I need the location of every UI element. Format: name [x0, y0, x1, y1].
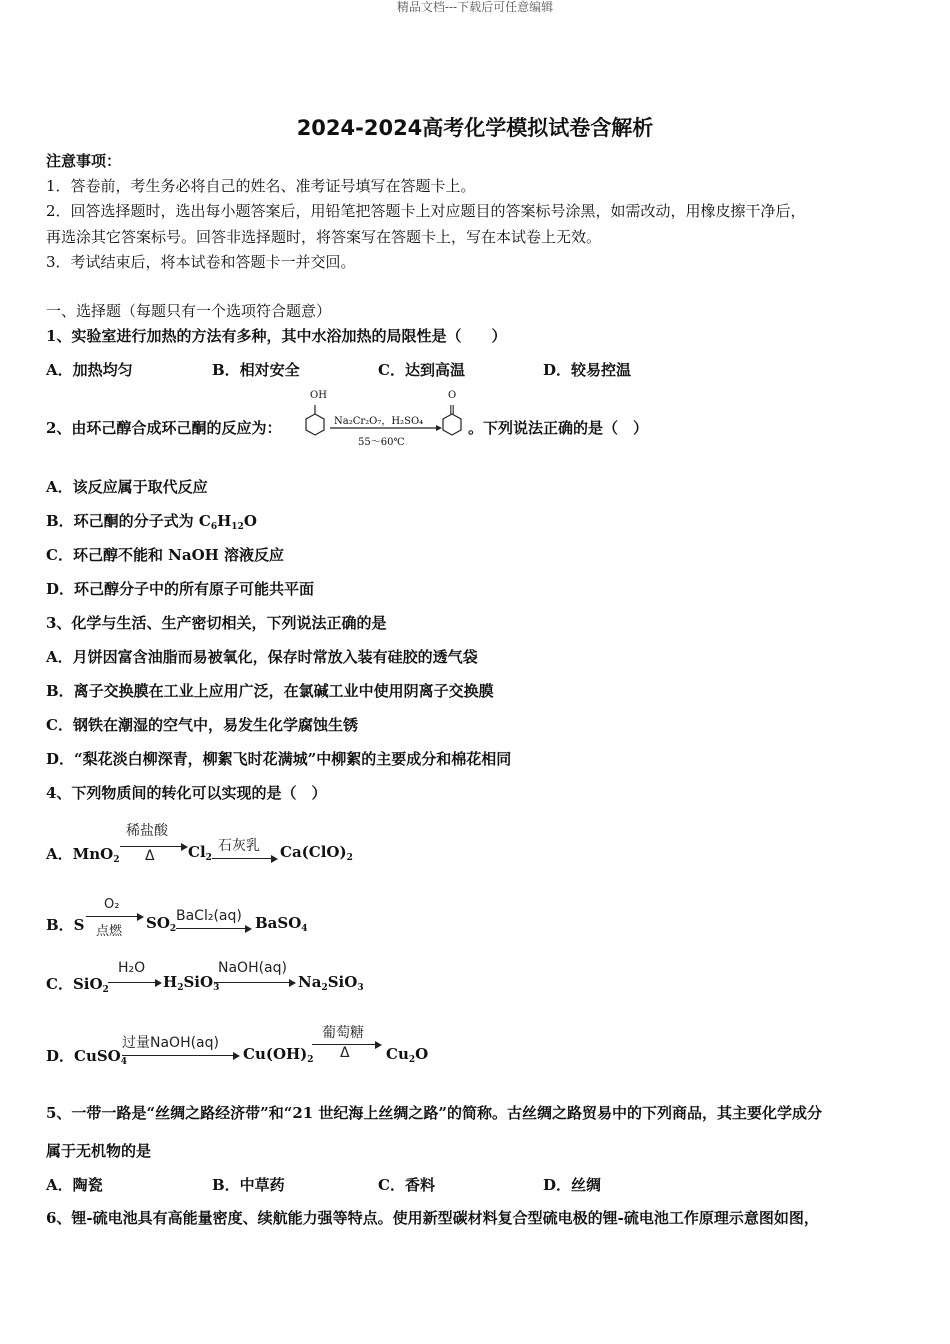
- q5-option-a: A．陶瓷: [46, 1176, 103, 1194]
- q4-d-arrow1: [122, 1055, 238, 1056]
- q4-a-mid: [188, 843, 212, 863]
- q4-b-so: SO: [146, 914, 170, 932]
- q4-b-start: B．S: [46, 916, 85, 934]
- q4-b-arrow1-top: O₂: [104, 897, 120, 912]
- q4-c-sub4: 2: [321, 983, 328, 993]
- q4-a-arrow2: [212, 858, 276, 859]
- q4-b-product: BaSO: [255, 914, 302, 932]
- q2-option-c: C．环己醇不能和 NaOH 溶液反应: [46, 546, 285, 564]
- q3-stem: 3、化学与生活、生产密切相关，下列说法正确的是: [46, 614, 387, 632]
- q6-stem: 6、锂-硫电池具有高能量密度、续航能力强等特点。使用新型碳材料复合型硫电极的锂-硫电池工作原理示意图如图，: [46, 1209, 819, 1227]
- q4-d-sub3: 2: [408, 1055, 416, 1065]
- q4-c-arrow2-top: NaOH(aq): [218, 960, 287, 976]
- q4-b-arrow1: [86, 916, 142, 917]
- q3-option-a: A．月饼因富含油脂而易被氧化，保存时常放入装有硅胶的透气袋: [46, 648, 478, 666]
- q4-b-arrow1-bottom: 点燃: [96, 924, 123, 939]
- q2-stem-a: 2、由环己醇合成环己酮的反应为：: [46, 419, 282, 437]
- q4-a-start: [46, 843, 119, 865]
- q4-b-arrow2: [176, 928, 250, 929]
- q2-option-b: [46, 511, 257, 537]
- q4-d-sub2: 2: [307, 1055, 314, 1065]
- q2-option-b-h: H: [217, 512, 232, 530]
- q1-option-d: D．较易控温: [543, 361, 632, 379]
- q5-option-d: D．丝绸: [543, 1176, 602, 1194]
- reaction-arrow-head: [436, 425, 442, 431]
- reagent-bottom-label: 55～60℃: [358, 437, 405, 448]
- section-heading: 一、选择题（每题只有一个选项符合题意）: [46, 302, 332, 320]
- q5-option-c: C．香料: [378, 1176, 435, 1194]
- notice-item-1: 1．答卷前，考生务必将自己的姓名、准考证号填写在答题卡上。: [46, 177, 476, 195]
- q4-a-arrow1-top: 稀盐酸: [126, 823, 168, 839]
- q4-a-sub3: 2: [346, 853, 353, 863]
- reagent-top-label: Na₂Cr₂O₇，H₂SO₄: [334, 416, 424, 427]
- q4-b-mid: [146, 914, 176, 934]
- o-label: O: [448, 390, 457, 401]
- q4-a-arrow2-top: 石灰乳: [218, 838, 260, 854]
- q4-c-arrow1: [108, 982, 160, 983]
- q4-d-arrow2-top: 葡萄糖: [322, 1025, 364, 1041]
- q2-option-d: D．环己醇分子中的所有原子可能共平面: [46, 580, 315, 598]
- notice-heading: 注意事项：: [46, 152, 122, 170]
- q4-c-sio: SiO: [183, 973, 214, 991]
- q4-a-product: Ca(ClO): [280, 843, 347, 861]
- page-title: 2024-2024高考化学模拟试卷含解析: [296, 116, 654, 140]
- q4-d-arrow2-bottom: Δ: [340, 1045, 350, 1061]
- q2-option-a: A．该反应属于取代反应: [46, 478, 208, 496]
- q1-option-c: C．达到高温: [378, 361, 465, 379]
- q2-option-b-sub12: 12: [231, 522, 244, 532]
- q5-stem-line2: 属于无机物的是: [46, 1142, 152, 1160]
- q2-reaction-scheme: [300, 388, 468, 448]
- q4-a-arrow1: [120, 846, 186, 847]
- q4-c-sub5: 3: [357, 983, 364, 993]
- q4-a-end: [280, 843, 353, 863]
- notice-item-3: 3．考试结束后，将本试卷和答题卡一并交回。: [46, 253, 356, 271]
- q3-option-c: C．钢铁在潮湿的空气中，易发生化学腐蚀生锈: [46, 716, 358, 734]
- q4-a-sub1: 2: [113, 855, 120, 865]
- q4-d-cu: Cu: [386, 1045, 409, 1063]
- q4-c-label: C．SiO: [46, 975, 103, 993]
- q4-c-start: [46, 973, 109, 995]
- q4-d-end: [386, 1045, 428, 1065]
- q4-c-sub3: 3: [213, 983, 220, 993]
- q5-option-b: B．中草药: [212, 1176, 285, 1194]
- q5-stem-line1: 5、一带一路是“丝绸之路经济带”和“21 世纪海上丝绸之路”的简称。古丝绸之路贸易中的下列商品，其主要化学成分: [46, 1104, 823, 1122]
- q2-option-b-text: B．环己酮的分子式为 C: [46, 512, 211, 530]
- q3-option-d: D．“梨花淡白柳深青，柳絮飞时花满城”中柳絮的主要成分和棉花相同: [46, 750, 512, 768]
- q2-option-b-sub6: 6: [210, 522, 218, 532]
- q4-d-start: [46, 1045, 127, 1067]
- q4-c-sub2: 2: [177, 983, 184, 993]
- q4-stem: 4、下列物质间的转化可以实现的是（ ）: [46, 784, 327, 802]
- q4-b-end: [255, 914, 308, 934]
- cyclohexanol-ring: [306, 414, 324, 435]
- q4-c-mid: [163, 973, 219, 993]
- q4-d-mid: [243, 1045, 314, 1065]
- cyclohexanone-ring: [443, 414, 461, 435]
- q4-d-arrow1-top: 过量NaOH(aq): [122, 1035, 219, 1051]
- q4-c-arrow1-top: H₂O: [118, 960, 146, 976]
- page-header-note: 精品文档---下载后可任意编辑: [396, 0, 554, 14]
- q4-d-cuoh: Cu(OH): [243, 1045, 308, 1063]
- q4-b-arrow2-top: BaCl₂(aq): [176, 908, 242, 924]
- q4-d-sub1: 4: [120, 1057, 128, 1067]
- q4-c-end: [298, 973, 364, 993]
- q4-d-label: D．CuSO: [46, 1047, 121, 1065]
- q4-c-sio3: SiO: [327, 973, 358, 991]
- q3-option-b: B．离子交换膜在工业上应用广泛，在氯碱工业中使用阴离子交换膜: [46, 682, 494, 700]
- q1-option-b: B．相对安全: [212, 361, 300, 379]
- q4-c-na: Na: [298, 973, 322, 991]
- q4-c-sub1: 2: [102, 985, 109, 995]
- q4-a-cl: Cl: [188, 843, 206, 861]
- q4-a-sub2: 2: [205, 853, 212, 863]
- q4-b-sub2: 4: [301, 924, 308, 934]
- q4-c-h: H: [163, 973, 178, 991]
- q4-c-arrow2: [214, 982, 294, 983]
- q1-option-a: A．加热均匀: [46, 361, 133, 379]
- q4-a-arrow1-bottom: Δ: [145, 848, 155, 864]
- q4-b-sub1: 2: [169, 924, 177, 934]
- q1-stem: 1、实验室进行加热的方法有多种，其中水浴加热的局限性是（ ）: [46, 327, 507, 345]
- q2-stem-b: 。下列说法正确的是（ ）: [468, 419, 649, 437]
- notice-item-2-cont: 再选涂其它答案标号。回答非选择题时，将答案写在答题卡上，写在本试卷上无效。: [46, 228, 602, 246]
- q4-d-o: O: [415, 1045, 429, 1063]
- notice-item-2: 2．回答选择题时，选出每小题答案后，用铅笔把答题卡上对应题目的答案标号涂黑，如需改动，用橡皮擦干净后，: [46, 202, 806, 220]
- oh-label: OH: [310, 390, 327, 401]
- q4-a-label: A．MnO: [46, 845, 114, 863]
- q2-option-b-o: O: [243, 512, 257, 530]
